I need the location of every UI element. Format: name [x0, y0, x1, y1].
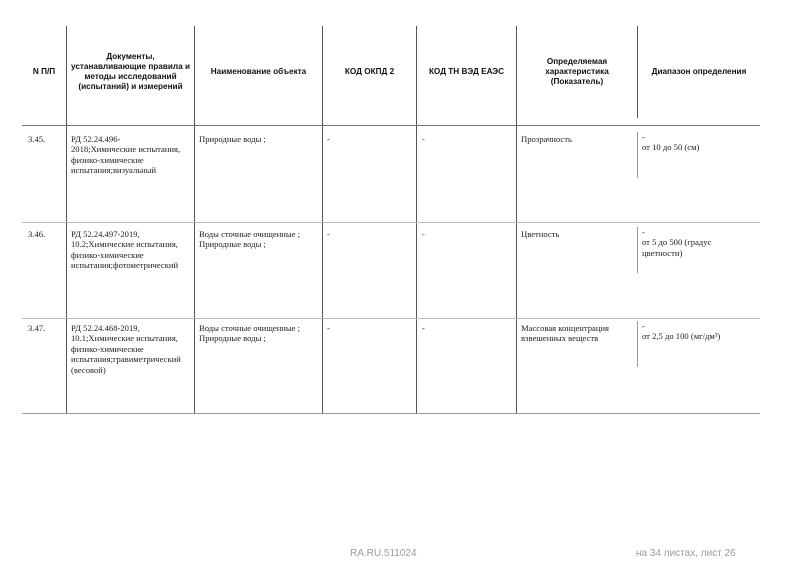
header-number: N П/П — [32, 67, 56, 76]
row-range: от 10 до 50 (см) — [642, 142, 700, 153]
row-tnved: - — [422, 134, 425, 144]
header-range: Диапазон определения — [651, 67, 747, 76]
header-characteristic: Определяемая характеристика (Показатель) — [545, 57, 609, 86]
row-range: от 5 до 500 (градус цветности) — [642, 237, 712, 258]
header-object-name: Наименование объекта — [210, 67, 307, 76]
row-characteristic: Прозрачность — [521, 134, 572, 144]
row-okpd: - — [327, 229, 330, 239]
row-document: РД 52.24.496- 2018;Химические испытания, физико-химические испытания;визуальный — [71, 134, 181, 176]
row-tnved: - — [422, 229, 425, 239]
header-documents: Документы, устанавливающие правила и методы исследований (испытаний) и измерений — [71, 52, 190, 91]
row-range-box — [637, 132, 757, 178]
row-number: 3.47. — [28, 323, 46, 333]
row-range-box — [637, 227, 757, 273]
row-range: от 2,5 до 100 (мг/дм³) — [642, 331, 721, 342]
row-divider — [22, 318, 760, 319]
row-divider — [22, 222, 760, 223]
table-bottom-border — [22, 413, 760, 414]
header-bottom-border — [22, 125, 760, 126]
row-range-dash: - — [642, 227, 645, 237]
header-tnved-code: КОД ТН ВЭД ЕАЭС — [428, 67, 505, 76]
row-range-box — [637, 321, 757, 367]
page-info: на 34 листах, лист 26 — [636, 548, 736, 559]
row-object: Воды сточные очищенные ; Природные воды ; — [199, 323, 301, 344]
row-characteristic: Массовая концентрация взвешенных веществ — [521, 323, 610, 344]
header-okpd-code: КОД ОКПД 2 — [344, 67, 395, 76]
row-okpd: - — [327, 134, 330, 144]
document-id: RA.RU.511024 — [350, 548, 417, 559]
row-range-dash: - — [642, 132, 645, 142]
row-okpd: - — [327, 323, 330, 333]
row-object: Природные воды ; — [199, 134, 266, 144]
row-tnved: - — [422, 323, 425, 333]
row-number: 3.45. — [28, 134, 46, 144]
row-range-dash: - — [642, 321, 645, 331]
row-document: РД 52.24.468-2019, 10.1;Химические испытания, физико-химические испытания;гравиметрический (весовой) — [71, 323, 181, 375]
row-document: РД 52.24.497-2019, 10.2;Химические испытания, физико-химические испытания;фотометрический — [71, 229, 179, 271]
row-number: 3.46. — [28, 229, 46, 239]
row-object: Воды сточные очищенные ; Природные воды ; — [199, 229, 301, 250]
row-characteristic: Цветность — [521, 229, 560, 239]
